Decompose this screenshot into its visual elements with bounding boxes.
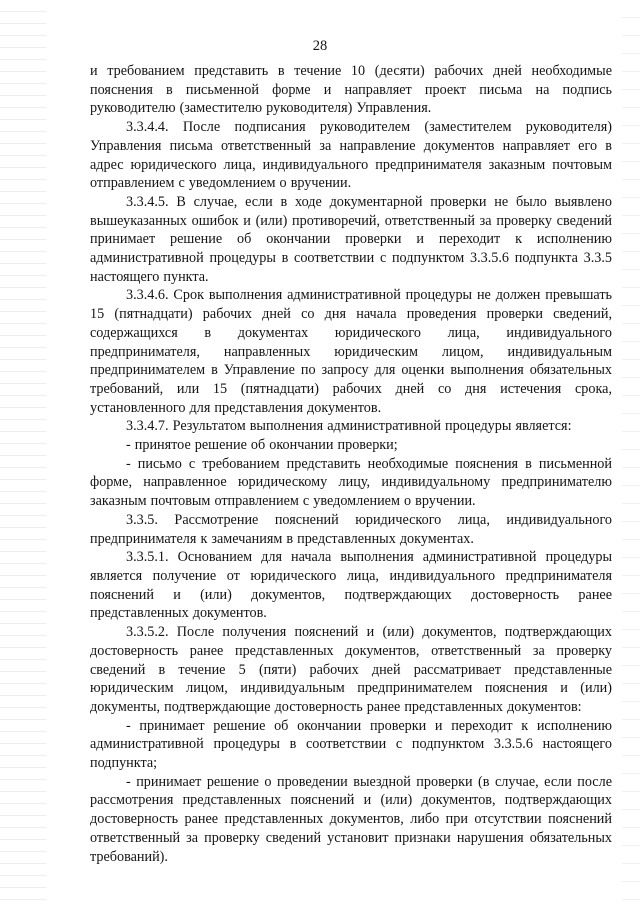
paragraph-3-3-5-2: 3.3.5.2. После получения пояснений и (или) документов, подтверждающих достоверность ранее представленных документов, ответственный за проверку сведений в течение 5 (пяти) рабочих дней рассматривает представленные юридическим лицом, индивидуальным предпринимателем пояснения и (или) документы, подтверждающие достоверность ранее представленных документов: (90, 624, 612, 715)
scan-edge-left (0, 0, 46, 905)
paragraph-3-3-5-1: 3.3.5.1. Основанием для начала выполнения административной процедуры является получение от юридического лица, индивидуального предпринимателя пояснений и (или) документов, подтверждающих достоверность ранее представленных документов. (90, 549, 612, 622)
paragraph-3-3-4-6: 3.3.4.6. Срок выполнения административной процедуры не должен превышать 15 (пятнадцати) рабочих дней со дня начала проведения проверки сведений, содержащихся в документах юридического лица, индивидуального предпринимателя, направленных юридическим лицом, индивидуальным предпринимателем в Управление по запросу для оценки выполнения обязательных требований, или 15 (пятнадцати) рабочих дней со дня истечения срока, установленного для представления документов. (90, 287, 612, 416)
paragraph-3-3-4-5: 3.3.4.5. В случае, если в ходе документарной проверки не было выявлено вышеуказанных ошибок и (или) противоречий, ответственный за проверку сведений принимает решение об окончании проверки и переходит к исполнению административной процедуры в соответствии с подпунктом 3.3.5.6 подпункта 3.3.5 настоящего пункта. (90, 193, 612, 285)
paragraph-3-3-4-4: 3.3.4.4. После подписания руководителем (заместителем руководителя) Управления письма ответственный за направление документов направляет его в адрес юридического лица, индивидуального предпринимателя заказным почтовым отправлением с уведомлением о вручении. (90, 119, 612, 192)
document-body (90, 62, 612, 866)
list-item-decision: - принятое решение об окончании проверки; (126, 437, 398, 454)
scan-edge-right (622, 0, 640, 905)
paragraph-3-3-5: 3.3.5. Рассмотрение пояснений юридического лица, индивидуального предпринимателя к замечаниям в представленных документах. (90, 511, 612, 547)
list-item-end-check: - принимает решение об окончании проверки и переходит к исполнению административной процедуры в соответствии с подпунктом 3.3.5.6 настоящего подпункта; (90, 717, 612, 772)
paragraph-continuation: и требованием представить в течение 10 (десяти) рабочих дней необходимые пояснения в письменной форме и направляет проект письма на подпись руководителю (заместителю руководителя) Управления. (90, 63, 612, 117)
list-item-letter: - письмо с требованием представить необходимые пояснения в письменной форме, направленное юридическому лицу, индивидуальному предпринимателю заказным почтовым отправлением с уведомлением о вручении. (90, 455, 612, 510)
paragraph-3-3-4-7: 3.3.4.7. Результатом выполнения административной процедуры является: (126, 418, 572, 435)
page-number: 28 (312, 38, 328, 54)
list-item-onsite-check: - принимает решение о проведении выездной проверки (в случае, если после рассмотрения представленных пояснений и (или) документов, подтверждающих достоверность ранее представленных документов, либо при отсутствии пояснений ответственный за проверку сведений установит признаки нарушения обязательных требований). (90, 773, 612, 865)
